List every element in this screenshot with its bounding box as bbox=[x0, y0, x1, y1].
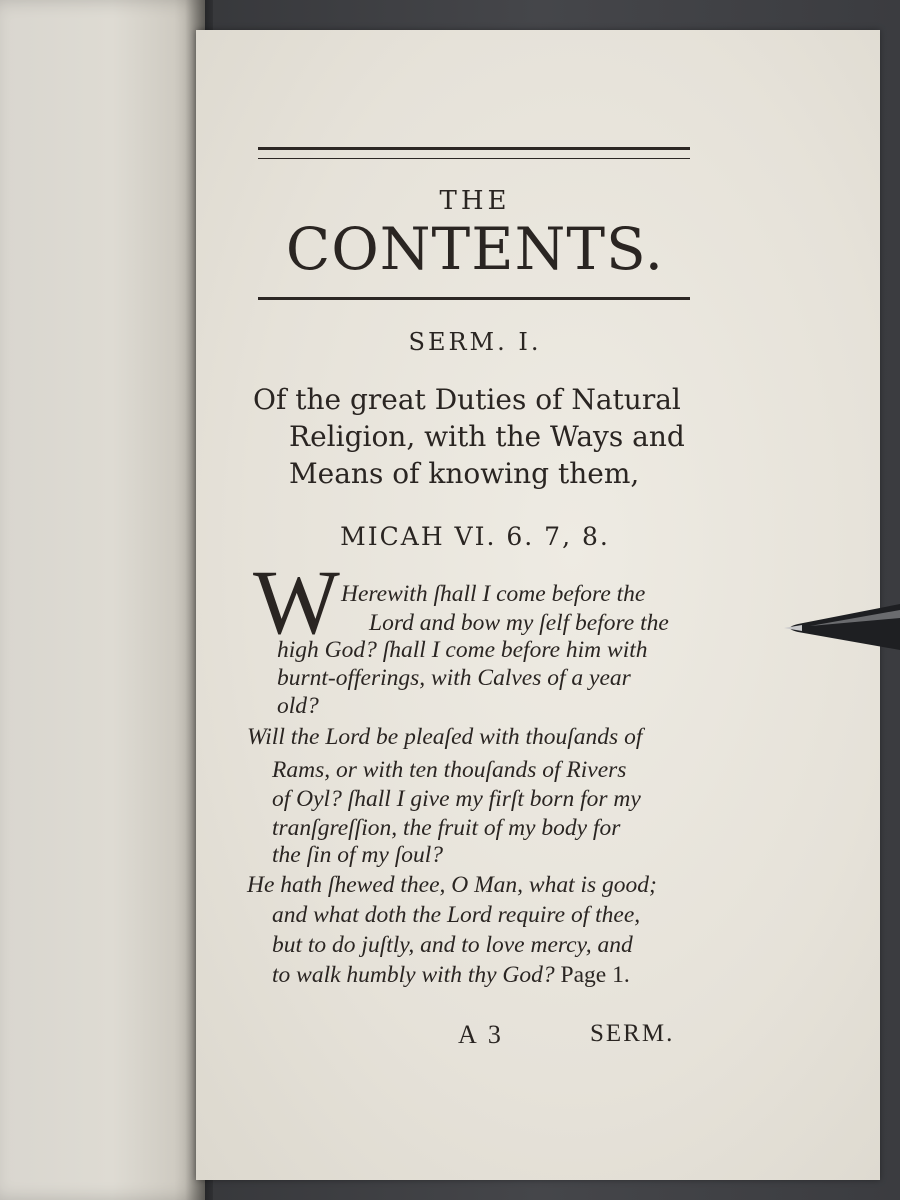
verse-line-5: old? bbox=[277, 693, 319, 719]
signature-mark: A 3 bbox=[458, 1020, 504, 1049]
sermon-title-line-1: Of the great Duties of Natural bbox=[253, 383, 681, 416]
verse-line-10: the ſin of my ſoul? bbox=[272, 842, 444, 868]
verse-line-7: Rams, or with ten thouſands of Rivers bbox=[272, 757, 627, 783]
sermon-title-line-2: Religion, with the Ways and bbox=[289, 420, 685, 453]
verse-line-3: high God? ſhall I come before him with bbox=[277, 637, 648, 663]
catchword: SERM. bbox=[590, 1020, 675, 1047]
page-title: CONTENTS. bbox=[285, 215, 665, 283]
verse-line-6: Will the Lord be pleaſed with thouſands of bbox=[247, 724, 643, 750]
title-underline-rule bbox=[258, 297, 690, 300]
top-rule-thick bbox=[258, 147, 690, 150]
page-reference: Page 1. bbox=[560, 962, 630, 988]
verse-line-1: Herewith ſhall I come before the bbox=[341, 581, 646, 607]
verse-line-13: but to do juſtly, and to love mercy, and bbox=[272, 932, 633, 958]
left-page bbox=[0, 0, 205, 1200]
verse-line-4: burnt-offerings, with Calves of a year bbox=[277, 665, 631, 691]
scripture-reference: MICAH VI. 6. 7, 8. bbox=[340, 522, 610, 551]
verse-line-14 bbox=[272, 962, 630, 989]
verse-line-12: and what doth the Lord require of thee, bbox=[272, 902, 641, 928]
sermon-title-line-3: Means of knowing them, bbox=[289, 457, 640, 490]
sermon-heading: SERM. I. bbox=[408, 328, 542, 356]
drop-capital: W bbox=[253, 551, 340, 653]
verse-line-11: He hath ſhewed thee, O Man, what is good; bbox=[247, 872, 657, 898]
pen-pointer-icon bbox=[780, 596, 900, 656]
top-rule-thin bbox=[258, 158, 690, 159]
verse-line-14-text: to walk humbly with thy God? bbox=[272, 962, 555, 988]
verse-line-2: Lord and bow my ſelf before the bbox=[369, 610, 669, 636]
verse-line-9: tranſgreſſion, the fruit of my body for bbox=[272, 815, 621, 841]
verse-line-8: of Oyl? ſhall I give my firſt born for my bbox=[272, 786, 641, 812]
header-the: THE bbox=[439, 186, 511, 216]
